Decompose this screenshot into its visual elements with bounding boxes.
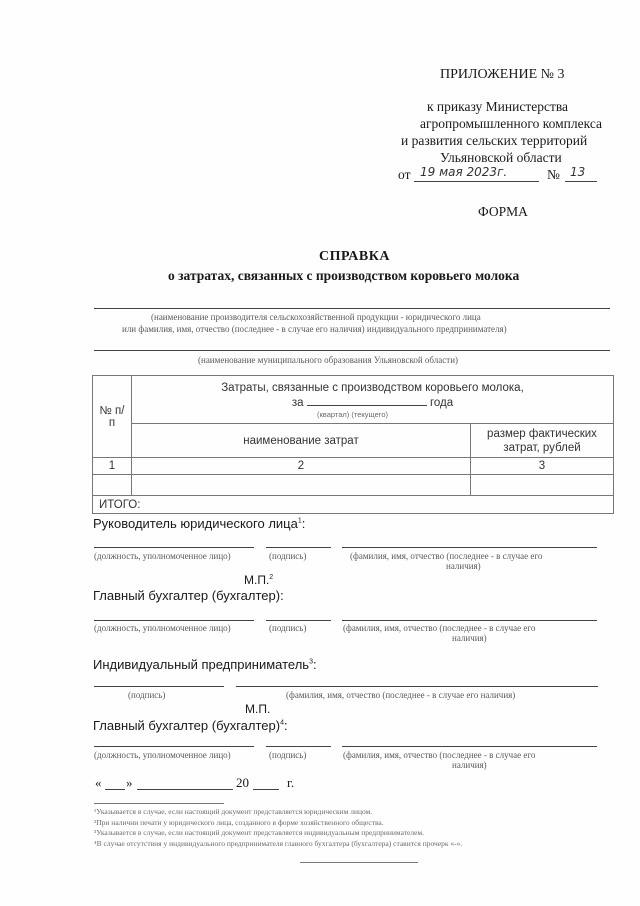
date-year: 20 [236, 775, 249, 790]
period-prefix: за [291, 396, 304, 409]
col-number-header: № п/п [93, 376, 132, 458]
producer-caption-line-2: или фамилия, имя, отчество (последнее - в случае его наличия) индивидуального предпринимателя) [122, 324, 507, 334]
date-open-quote: « [95, 775, 102, 790]
footnote-1: ¹Указывается в случае, если настоящий документ представляется юридическим лицом. [94, 807, 373, 816]
legal-head-text: Руководитель юридического лица [93, 516, 298, 531]
empty-cell[interactable] [471, 475, 614, 496]
caption-fio-cont: наличия) [446, 561, 481, 571]
order-number-handwritten: 13 [570, 165, 586, 179]
footnote-2: ²При наличии печати у юридического лица, созданного в форме хозяйственного общества. [94, 818, 384, 827]
period-input[interactable] [307, 395, 427, 406]
entrepreneur-text: Индивидуальный предприниматель [93, 657, 310, 672]
period-line [136, 395, 609, 410]
date-close-quote: » [126, 775, 133, 790]
footnote-3: ³Указывается в случае, если настоящий документ представляется индивидуальным предпринимателем. [94, 828, 425, 837]
empty-cell[interactable] [93, 475, 132, 496]
order-date-handwritten: 19 мая 2023г. [420, 165, 508, 179]
stamp-label [244, 573, 273, 587]
footnote-ref-2: 2 [269, 574, 274, 581]
order-line-1: к приказу Министерства [427, 99, 569, 114]
footnote-ref-1: 1 [297, 517, 302, 525]
municipality-caption: (наименование муниципального образования Ульяновской области) [198, 355, 459, 365]
costs-table [92, 375, 614, 514]
order-line-2: агропромышленного комплекса [420, 116, 602, 131]
stamp-text: М.П. [244, 573, 270, 587]
document-title: СПРАВКА [319, 249, 390, 264]
caption-signature: (подпись) [269, 551, 307, 561]
col-amount-header: размер фактических затрат, рублей [471, 424, 614, 458]
period-suffix: года [429, 396, 454, 409]
form-label: ФОРМА [478, 204, 528, 219]
legal-head-label: Руководитель юридического лица$^1$: [93, 516, 306, 531]
producer-caption-line-1: (наименование производителя сельскохозяйственной продукции - юридического лица [151, 312, 481, 322]
appendix-title: ПРИЛОЖЕНИЕ № 3 [440, 67, 565, 82]
caption-fio: (фамилия, имя, отчество (последнее - в случае его [343, 750, 536, 760]
caption-signature: (подпись) [269, 623, 307, 633]
empty-cell[interactable] [132, 475, 471, 496]
document-subtitle: о затратах, связанных с производством коровьего молока [168, 268, 520, 283]
stamp-label-2: М.П. [245, 702, 271, 716]
caption-position: (должность, уполномоченное лицо) [94, 551, 231, 561]
order-line-4: Ульяновской области [440, 150, 562, 165]
chief-accountant-label-1: Главный бухгалтер (бухгалтер): [93, 588, 284, 603]
index-cell-2: 2 [132, 458, 471, 475]
caption-fio-cont: наличия) [452, 760, 487, 770]
caption-fio-cont: наличия) [452, 633, 487, 643]
footnote-4: ⁴В случае отсутствия у индивидуального предпринимателя главного бухгалтера (бухгалтера) ставится прочерк «-». [94, 839, 463, 848]
caption-fio: (фамилия, имя, отчество (последнее - в случае его наличия) [286, 690, 516, 700]
index-cell-3: 3 [471, 458, 614, 475]
caption-position: (должность, уполномоченное лицо) [94, 623, 231, 633]
period-caption: (квартал) (текущего) [317, 409, 388, 419]
number-prefix: № [547, 167, 560, 182]
date-prefix: от [398, 167, 411, 182]
footnote-ref-3: 3 [309, 658, 313, 666]
footnote-ref-4: 4 [280, 719, 285, 727]
date-year-suffix: г. [287, 775, 295, 790]
col-name-header: наименование затрат [132, 424, 471, 458]
caption-position: (должность, уполномоченное лицо) [94, 750, 231, 760]
caption-signature: (подпись) [128, 690, 166, 700]
costs-header-text: Затраты, связанные с производством коровьего молока, [221, 381, 524, 394]
caption-fio: (фамилия, имя, отчество (последнее - в случае его [350, 551, 543, 561]
caption-fio: (фамилия, имя, отчество (последнее - в случае его [343, 623, 536, 633]
total-row: ИТОГО: [93, 496, 614, 514]
chief-accountant-label-2: Главный бухгалтер (бухгалтер)$^4$: [93, 718, 288, 733]
index-cell-1: 1 [93, 458, 132, 475]
entrepreneur-label: Индивидуальный предприниматель$^3$: [93, 657, 317, 672]
costs-header-cell [132, 376, 614, 424]
order-line-3: и развития сельских территорий [401, 133, 588, 148]
caption-signature: (подпись) [269, 750, 307, 760]
chief-accountant-text-2: Главный бухгалтер (бухгалтер) [93, 718, 281, 733]
